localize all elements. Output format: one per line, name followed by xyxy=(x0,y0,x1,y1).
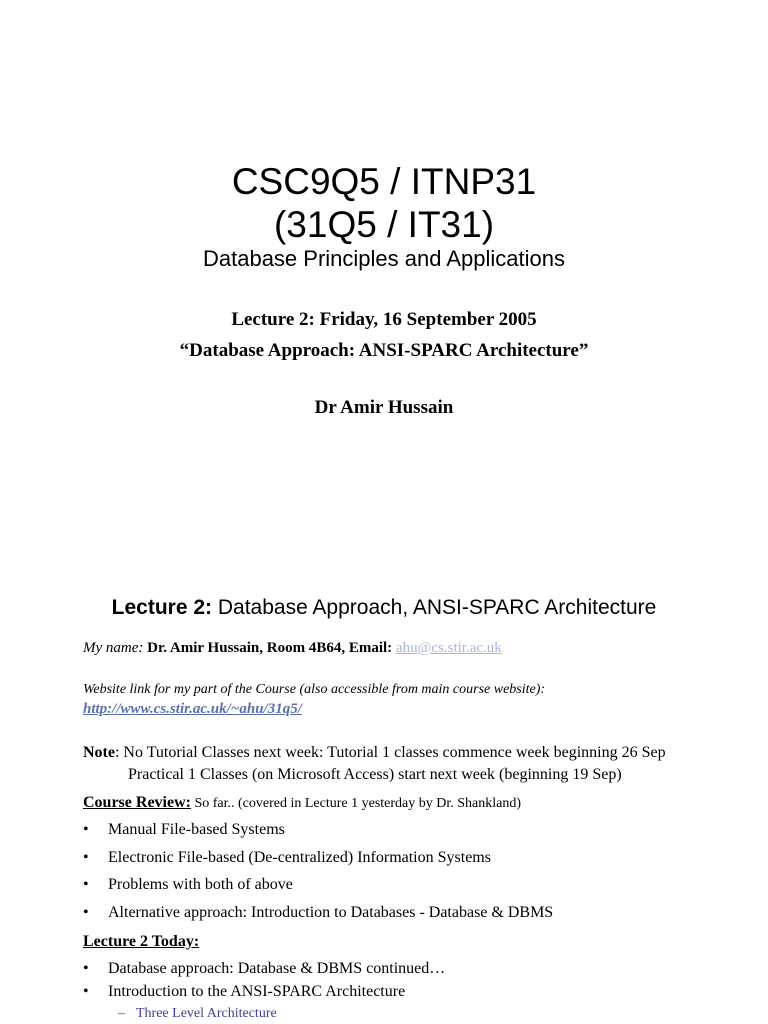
list-item-text: Database approach: Database & DBMS continued… xyxy=(108,960,446,977)
name-value: Dr. Amir Hussain, Room 4B64, Email: xyxy=(143,640,393,656)
list-item xyxy=(83,903,553,923)
bullet-icon: • xyxy=(83,904,89,921)
website-url xyxy=(83,699,302,719)
review-text: So far.. (covered in Lecture 1 yesterday by Dr. Shankland) xyxy=(190,796,522,811)
today-heading: Lecture 2 Today: xyxy=(83,933,200,950)
dash-icon: – xyxy=(118,1006,125,1021)
section-heading-rest: Database Approach, ANSI-SPARC Architecture xyxy=(212,596,657,619)
sub-list-item xyxy=(118,1005,277,1023)
sub-list-item-text: Three Level Architecture xyxy=(136,1006,277,1021)
list-item xyxy=(83,959,445,979)
course-title: Database Principles and Applications xyxy=(202,246,565,271)
bullet-icon: • xyxy=(83,876,89,893)
section-heading-bold: Lecture 2: xyxy=(111,596,213,619)
list-item-text: Electronic File-based (De-centralized) Information Systems xyxy=(108,849,491,866)
bullet-icon: • xyxy=(83,821,89,838)
list-item xyxy=(83,820,285,840)
list-item-text: Problems with both of above xyxy=(108,876,293,893)
list-item xyxy=(83,982,405,1002)
bullet-icon: • xyxy=(83,983,89,1000)
list-item-text: Alternative approach: Introduction to Databases - Database & DBMS xyxy=(108,904,554,921)
lecturer-name: Dr Amir Hussain xyxy=(314,397,454,418)
review-line xyxy=(83,793,521,814)
lecture-quote: “Database Approach: ANSI-SPARC Architecture” xyxy=(179,340,589,361)
name-label: My name: xyxy=(83,640,144,656)
note-label: Note xyxy=(83,744,115,761)
list-item-text: Introduction to the ANSI-SPARC Architecture xyxy=(108,983,406,1000)
lecture-date: Lecture 2: Friday, 16 September 2005 xyxy=(231,309,537,330)
note-text: : No Tutorial Classes next week: Tutorial 1 classes commence week beginning 26 Sep xyxy=(114,744,666,761)
list-item xyxy=(83,875,293,895)
contact-line xyxy=(83,638,502,658)
note-line xyxy=(83,743,666,763)
note-line-2: Practical 1 Classes (on Microsoft Access) start next week (beginning 19 Sep) xyxy=(128,766,622,783)
section-heading xyxy=(0,594,768,622)
email-link[interactable]: ahu@cs.stir.ac.uk xyxy=(395,640,502,656)
course-code: CSC9Q5 / ITNP31 xyxy=(231,161,537,202)
list-item xyxy=(83,848,491,868)
bullet-icon: • xyxy=(83,960,89,977)
review-heading: Course Review: xyxy=(83,794,191,811)
website-link[interactable]: http://www.cs.stir.ac.uk/~ahu/31q5/ xyxy=(83,701,302,717)
website-text: Website link for my part of the Course (also accessible from main course website): xyxy=(83,682,546,697)
list-item-text: Manual File-based Systems xyxy=(108,821,285,838)
bullet-icon: • xyxy=(83,849,89,866)
course-alt-code: (31Q5 / IT31) xyxy=(273,204,495,245)
